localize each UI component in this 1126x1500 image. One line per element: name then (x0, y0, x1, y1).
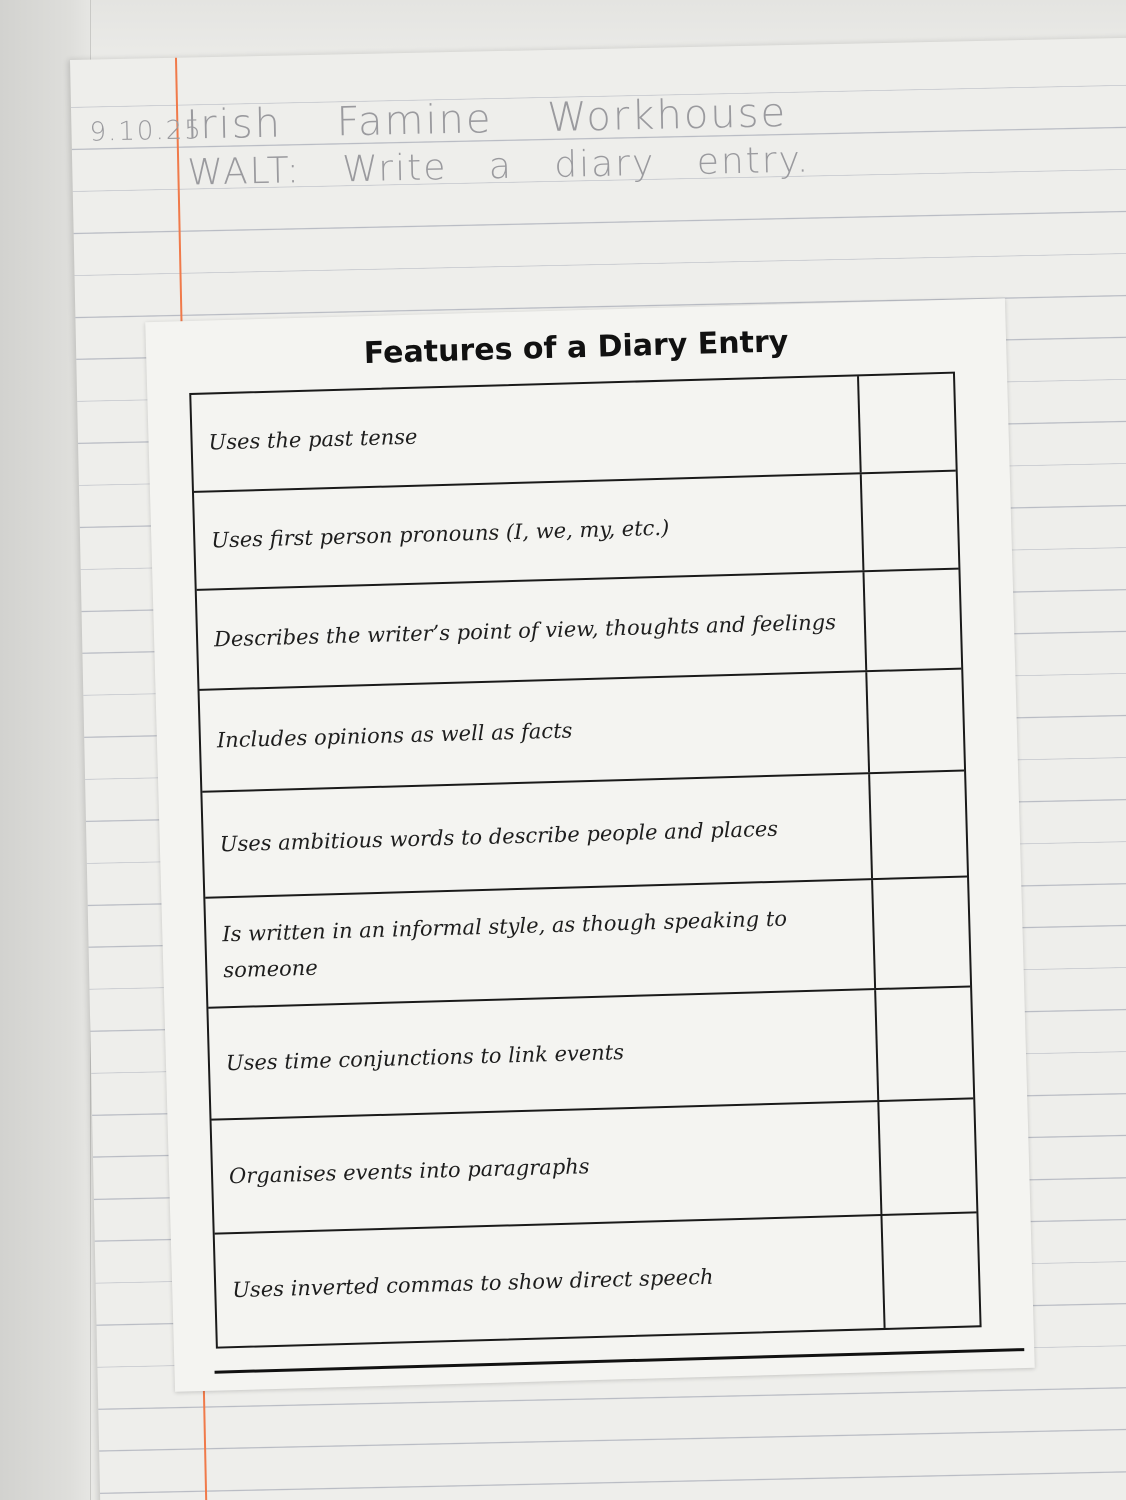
feature-text: Uses inverted commas to show direct speech (231, 1264, 714, 1303)
tick-box[interactable] (868, 772, 967, 879)
checklist-row (215, 1213, 980, 1346)
feature-text: Uses the past tense (208, 424, 418, 455)
tick-box[interactable] (877, 1099, 976, 1214)
feature-text: Organises events into paragraphs (228, 1154, 590, 1189)
checklist-row (212, 1099, 977, 1234)
ruled-underline (215, 1348, 1025, 1374)
tick-box[interactable] (874, 987, 973, 1100)
sheet-title: Features of a Diary Entry (363, 324, 789, 372)
feature-text: Uses time conjunctions to link events (225, 1040, 625, 1076)
tick-box[interactable] (862, 570, 961, 671)
tick-box[interactable] (871, 877, 970, 988)
feature-text: Uses ambitious words to describe people and places (219, 816, 779, 857)
checklist-row (208, 987, 973, 1120)
handwritten-walt: WALT: Write a diary entry. (186, 139, 811, 194)
checklist-row (205, 877, 970, 1008)
checklist-sheet (145, 298, 1035, 1392)
tick-box[interactable] (857, 374, 956, 473)
feature-text: Uses first person pronouns (I, we, my, etc.) (211, 515, 670, 553)
tick-box[interactable] (860, 472, 959, 571)
tick-box[interactable] (880, 1213, 979, 1328)
tick-box[interactable] (865, 670, 964, 773)
handwritten-title: Irish Famine Workhouse (185, 89, 788, 149)
handwritten-date: 9.10.25 (89, 115, 204, 148)
feature-text: Includes opinions as well as facts (216, 718, 573, 753)
feature-text: Is written in an informal style, as though speaking to someone (222, 906, 788, 983)
feature-text: Describes the writer’s point of view, thoughts and feelings (213, 610, 837, 652)
checklist-table (189, 372, 981, 1349)
